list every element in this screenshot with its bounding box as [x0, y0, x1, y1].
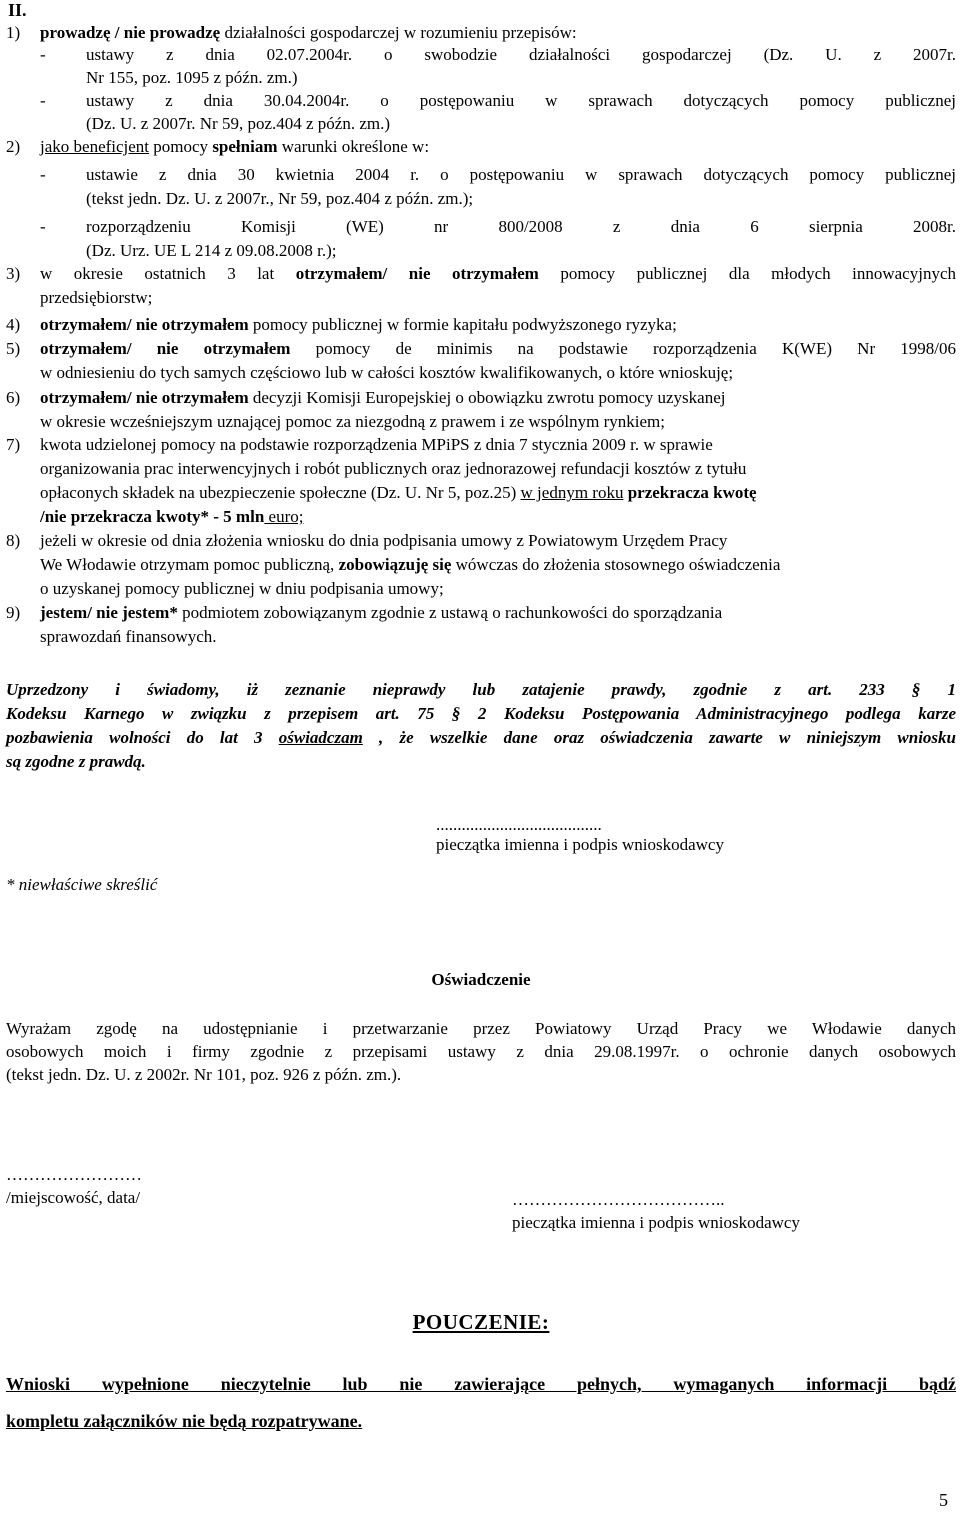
item-2a-line2: (tekst jedn. Dz. U. z 2007r., Nr 59, poz.404 z późn. zm.); [86, 189, 474, 208]
item-7-line1: kwota udzielonej pomocy na podstawie rozporządzenia MPiPS z dnia 7 stycznia 2009 r. w sprawie [40, 435, 713, 454]
pouczenie-line2: kompletu załączników nie będą rozpatrywane. [6, 1411, 363, 1431]
declaration-line4: są zgodne z prawdą. [6, 752, 146, 771]
item-2-underlined: jako beneficjent [40, 137, 150, 156]
pouczenie-text [6, 1366, 956, 1440]
section-number: II. [8, 0, 27, 20]
item-3-number: 3) [6, 264, 21, 283]
declaration-line1: Uprzedzony i świadomy, iż zeznanie nieprawdy lub zatajenie prawdy, zgodnie z art. 233 § 1 [6, 680, 956, 699]
declaration-line2: Kodeksu Karnego w związku z przepisem art. 75 § 2 Kodeksu Postępowania Administracyjnego podlega karze [6, 704, 956, 723]
item-2-bold: spełniam [212, 137, 278, 156]
item-2-text-rest: warunki określone w: [277, 137, 430, 156]
bullet-dash: - [40, 217, 46, 236]
item-9-number: 9) [6, 603, 21, 622]
item-4-text: pomocy publicznej w formie kapitału podwyższonego ryzyka; [248, 315, 677, 334]
item-5-number: 5) [6, 339, 21, 358]
item-8-number: 8) [6, 531, 21, 550]
item-6-bold: otrzymałem/ nie otrzymałem [40, 388, 249, 407]
item-9-line2: sprawozdań finansowych. [40, 627, 217, 646]
item-7-line3: opłaconych składek na ubezpieczenie społeczne (Dz. U. Nr 5, poz.25) [40, 483, 521, 502]
item-2b-line2: (Dz. Urz. UE L 214 z 09.08.2008 r.); [86, 241, 337, 260]
item-3-text: w okresie ostatnich 3 lat [40, 264, 296, 283]
place-dots: …………………… [6, 1165, 142, 1184]
item-1-text: działalności gospodarczej w rozumieniu przepisów: [220, 23, 577, 42]
item-4-bold: otrzymałem/ nie otrzymałem [40, 315, 249, 334]
item-9-text: podmiotem zobowiązanym zgodnie z ustawą o rachunkowości do sporządzania [177, 603, 723, 622]
bullet-dash: - [40, 165, 46, 184]
item-2a-line1: ustawie z dnia 30 kwietnia 2004 r. o postępowaniu w sprawach dotyczących pomocy publicznej [86, 165, 956, 184]
item-8-line2: We Włodawie otrzymam pomoc publiczną, [40, 555, 339, 574]
item-2b-line1: rozporządzeniu Komisji (WE) nr 800/2008 z dnia 6 sierpnia 2008r. [86, 217, 956, 236]
signature-block-1 [436, 815, 724, 855]
item-2-number: 2) [6, 137, 21, 156]
declaration-paragraph [6, 678, 956, 774]
item-8-bold: zobowiązuję się [338, 555, 452, 574]
item-5-bold: otrzymałem/ nie otrzymałem [40, 339, 291, 358]
signature-label: pieczątka imienna i podpis wnioskodawcy [436, 835, 724, 854]
item-3-line2: przedsiębiorstw; [40, 288, 153, 307]
item-1a-line2: Nr 155, poz. 1095 z późn. zm.) [86, 68, 298, 87]
item-7-bold: przekracza kwotę [623, 483, 757, 502]
item-1-number: 1) [6, 23, 21, 42]
item-5-line2: w odniesieniu do tych samych częściowo lub w całości kosztów kwalifikowanych, o które wnioskuję; [40, 363, 734, 382]
place-date-block [6, 1163, 142, 1209]
declaration-line3: pozbawienia wolności do lat 3 [6, 728, 279, 747]
signature-dots: ……………………………….. [512, 1190, 725, 1209]
item-3-bold: otrzymałem/ nie otrzymałem [295, 264, 539, 283]
footnote: * niewłaściwe skreślić [6, 875, 158, 894]
pouczenie-line1: Wnioski wypełnione nieczytelnie lub nie zawierające pełnych, wymaganych informacji bądź [6, 1374, 956, 1394]
signature-label: pieczątka imienna i podpis wnioskodawcy [512, 1213, 800, 1232]
item-6-text: decyzji Komisji Europejskiej o obowiązku zwrotu pomocy uzyskanej [248, 388, 726, 407]
pouczenie-heading: POUCZENIE: [412, 1310, 550, 1334]
oswiadczenie-heading: Oświadczenie [431, 970, 531, 989]
item-7-underlined: w jednym roku [520, 483, 624, 502]
signature-block-2 [512, 1188, 800, 1234]
item-4-number: 4) [6, 315, 21, 334]
bullet-dash: - [40, 91, 46, 110]
oswiadczenie-line1: Wyrażam zgodę na udostępnianie i przetwarzanie przez Powiatowy Urząd Pracy we Włodawie danych [6, 1019, 956, 1038]
item-1a-line1: ustawy z dnia 02.07.2004r. o swobodzie działalności gospodarczej (Dz. U. z 2007r. [86, 45, 956, 64]
item-7-line2: organizowania prac interwencyjnych i robót publicznych oraz jednorazowej refundacji kosztów z tytułu [40, 459, 747, 478]
item-7-bold-line4: /nie przekracza kwoty* - 5 mln [40, 507, 265, 526]
item-5-text: pomocy de minimis na podstawie rozporządzenia K(WE) Nr 1998/06 [290, 339, 956, 358]
item-9-bold: jestem/ nie jestem* [40, 603, 178, 622]
declaration-underlined: oświadczam [278, 728, 363, 747]
bullet-dash: - [40, 45, 46, 64]
item-8-line3: o uzyskanej pomocy publicznej w dniu podpisania umowy; [40, 579, 444, 598]
oswiadczenie-text [6, 1017, 956, 1086]
item-1b-line2: (Dz. U. z 2007r. Nr 59, poz.404 z późn. zm.) [86, 114, 391, 133]
declaration-line3-rest: , że wszelkie dane oraz oświadczenia zawarte w niniejszym wniosku [362, 728, 957, 747]
item-7-underlined-euro: euro; [264, 507, 304, 526]
item-8-line1: jeżeli w okresie od dnia złożenia wniosku do dnia podpisania umowy z Powiatowym Urzędem Pracy [40, 531, 728, 550]
item-7-number: 7) [6, 435, 21, 454]
oswiadczenie-line3: (tekst jedn. Dz. U. z 2002r. Nr 101, poz. 926 z późn. zm.). [6, 1065, 402, 1084]
oswiadczenie-line2: osobowych moich i firmy zgodnie z przepisami ustawy z dnia 29.08.1997r. o ochronie danych osobowych [6, 1042, 956, 1061]
page-number: 5 [939, 1490, 948, 1510]
item-1b-line1: ustawy z dnia 30.04.2004r. o postępowaniu w sprawach dotyczących pomocy publicznej [86, 91, 956, 110]
item-8-line2-rest: wówczas do złożenia stosownego oświadczenia [451, 555, 781, 574]
item-3-text-rest: pomocy publicznej dla młodych innowacyjnych [538, 264, 956, 283]
signature-dots: ....................................... [436, 815, 602, 834]
item-2-text: pomocy [149, 137, 213, 156]
item-6-line2: w okresie wcześniejszym uznającej pomoc za niezgodną z prawem i ze wspólnym rynkiem; [40, 412, 665, 431]
item-1-bold: prowadzę / nie prowadzę [40, 23, 221, 42]
item-6-number: 6) [6, 388, 21, 407]
place-label: /miejscowość, data/ [6, 1188, 141, 1207]
